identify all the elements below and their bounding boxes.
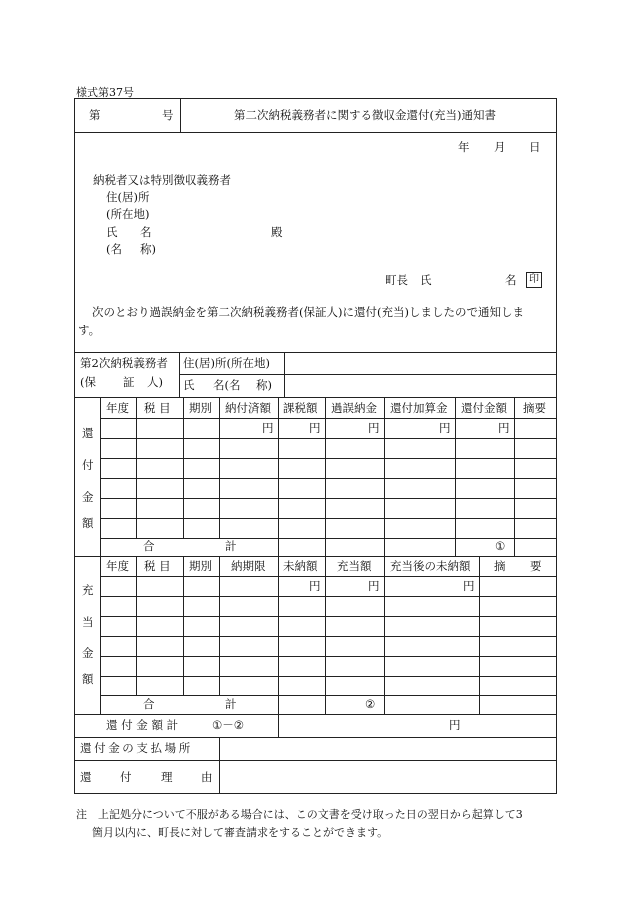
refund-side-label-char: 還: [82, 426, 94, 440]
rule-secondary-mid: [179, 374, 557, 375]
vrule-refund-col: [384, 397, 385, 556]
rule-refund-row: [100, 518, 557, 519]
appr-total-a: 合: [143, 697, 155, 711]
appr-header-remarks-b: 要: [530, 559, 542, 573]
vrule-refund-side: [100, 397, 101, 556]
addressee-name-alt-2: 称): [140, 242, 156, 256]
refund-unit-yen: 円: [262, 421, 274, 435]
refund-header-paid: 納付済額: [225, 401, 271, 415]
refund-total-b: 計: [225, 539, 237, 553]
rule-appr-header: [100, 576, 557, 577]
rule-secondary-bottom: [74, 397, 557, 398]
secondary-name-label-a: 氏: [183, 378, 195, 392]
rule-refund-row: [100, 498, 557, 499]
vrule-appr-col: [278, 556, 279, 714]
rule-appr-row: [100, 656, 557, 657]
vrule-refund-col: [183, 397, 184, 538]
secondary-taxpayer-label-b: 証: [123, 375, 135, 389]
refund-total-mark: ①: [495, 539, 506, 553]
vrule-header-no: [180, 98, 181, 132]
vrule-secondary-label: [179, 352, 180, 397]
refund-side-label-char: 金: [82, 490, 94, 504]
rule-payment-bottom: [74, 760, 557, 761]
vrule-refund-col: [514, 397, 515, 556]
rule-total-bottom: [74, 737, 557, 738]
addressee-address-label: 住(居)所: [106, 190, 150, 204]
issuer-shi: 氏: [420, 273, 432, 287]
notice-number-prefix: 第: [89, 108, 101, 122]
vrule-payment: [219, 737, 220, 794]
vrule-appr-col: [325, 556, 326, 714]
refund-header-overpaid: 過誤納金: [331, 401, 377, 415]
vrule-appr-col: [136, 556, 137, 695]
secondary-name-label-b: 名(名: [213, 378, 241, 392]
rule-refund-row: [100, 478, 557, 479]
date-month: 月: [494, 140, 506, 154]
refund-total-unit: 円: [449, 718, 461, 732]
notice-number-suffix: 号: [162, 108, 174, 122]
secondary-address-label: 住(居)所(所在地): [183, 356, 270, 370]
addressee-name-alt-1: (名: [106, 242, 122, 256]
vrule-refund-col: [219, 397, 220, 538]
appr-header-period: 期別: [189, 559, 212, 573]
reason-label-char: 理: [161, 770, 173, 784]
refund-header-tax-item: 税 目: [144, 401, 171, 415]
vrule-appr-col: [384, 556, 385, 714]
rule-appr-bottom: [74, 714, 557, 715]
addressee-location-label: (所在地): [106, 207, 150, 221]
reason-label-char: 還: [80, 770, 92, 784]
refund-header-taxable: 課税額: [283, 401, 318, 415]
document-title: 第二次納税義務者に関する徴収金還付(充当)通知書: [234, 108, 496, 122]
refund-unit-yen: 円: [498, 421, 510, 435]
date-day: 日: [529, 140, 541, 154]
appr-header-deadline: 納期限: [231, 559, 266, 573]
refund-header-period: 期別: [189, 401, 212, 415]
secondary-taxpayer-label: 第2次納税義務者: [80, 356, 168, 370]
rule-appr-row: [100, 636, 557, 637]
rule-refund-header: [100, 418, 557, 419]
note-line2: 箇月以内に、町長に対して審査請求をすることができます。: [92, 826, 389, 839]
appr-total-b: 計: [225, 697, 237, 711]
vrule-refund-col: [455, 397, 456, 556]
reason-label-char: 由: [201, 770, 213, 784]
secondary-taxpayer-label-a: (保: [80, 375, 96, 389]
refund-total-label: 還 付 金 額 計: [106, 718, 179, 732]
refund-header-year: 年度: [106, 401, 129, 415]
rule-refund-bottom: [74, 556, 557, 557]
addressee-label: 納税者又は特別徴収義務者: [93, 173, 231, 187]
appr-header-unpaid: 未納額: [283, 559, 318, 573]
refund-header-amount: 還付金額: [461, 401, 507, 415]
refund-side-label-char: 付: [82, 458, 94, 472]
appr-side-label-char: 当: [82, 615, 94, 629]
rule-header-bottom: [74, 132, 557, 133]
refund-total-formula: ①－②: [212, 718, 245, 732]
vrule-refund-col: [278, 397, 279, 556]
refund-unit-yen: 円: [439, 421, 451, 435]
vrule-appr-side: [100, 556, 101, 714]
vrule-total: [278, 714, 279, 737]
vrule-appr-col: [183, 556, 184, 695]
rule-appr-row: [100, 596, 557, 597]
appr-total-mark: ②: [365, 697, 376, 711]
secondary-name-label-c: 称): [256, 378, 272, 392]
rule-appr-row: [100, 676, 557, 677]
appr-header-year: 年度: [106, 559, 129, 573]
appr-unit-yen: 円: [368, 579, 380, 593]
issuer-title: 町長: [385, 273, 408, 287]
appr-unit-yen: 円: [463, 579, 475, 593]
refund-header-remarks: 摘要: [523, 401, 546, 415]
rule-refund-row: [100, 538, 557, 539]
note-line1: 注 上記処分について不服がある場合には、この文書を受け取った日の翌日から起算して3: [76, 808, 523, 821]
rule-address-bottom: [74, 352, 557, 353]
appr-header-tax-item: 税 目: [144, 559, 171, 573]
refund-header-additional: 還付加算金: [390, 401, 448, 415]
appr-side-label-char: 充: [82, 583, 94, 597]
refund-unit-yen: 円: [309, 421, 321, 435]
refund-unit-yen: 円: [368, 421, 380, 435]
vrule-appr-col: [219, 556, 220, 695]
form-number: 様式第37号: [76, 86, 134, 99]
notice-message-line2: す。: [78, 323, 101, 337]
addressee-name-shi: 氏: [106, 225, 118, 239]
appr-unit-yen: 円: [309, 579, 321, 593]
appr-side-label-char: 金: [82, 646, 94, 660]
appr-side-label-char: 額: [82, 672, 94, 686]
refund-total-a: 合: [143, 539, 155, 553]
secondary-taxpayer-label-c: 人): [147, 375, 163, 389]
addressee-honorific: 殿: [271, 225, 283, 239]
appr-header-remarks-a: 摘: [494, 559, 506, 573]
addressee-name-mei: 名: [140, 225, 152, 239]
refund-side-label-char: 額: [82, 516, 94, 530]
vrule-secondary-field: [284, 352, 285, 397]
seal-mark: 印: [526, 272, 542, 288]
vrule-refund-col: [136, 397, 137, 538]
vrule-appr-col: [479, 556, 480, 714]
reason-label-char: 付: [120, 770, 132, 784]
payment-place-label: 還付金の支払場所: [80, 741, 193, 755]
rule-refund-row: [100, 438, 557, 439]
vrule-refund-col: [325, 397, 326, 556]
appr-header-remaining: 充当後の未納額: [390, 559, 471, 573]
date-year: 年: [458, 140, 470, 154]
rule-refund-row: [100, 458, 557, 459]
rule-appr-row: [100, 695, 557, 696]
issuer-mei: 名: [505, 273, 517, 287]
rule-appr-row: [100, 616, 557, 617]
appr-header-appropriated: 充当額: [337, 559, 372, 573]
notice-message-line1: 次のとおり過誤納金を第二次納税義務者(保証人)に還付(充当)しましたので通知しま: [92, 305, 524, 319]
